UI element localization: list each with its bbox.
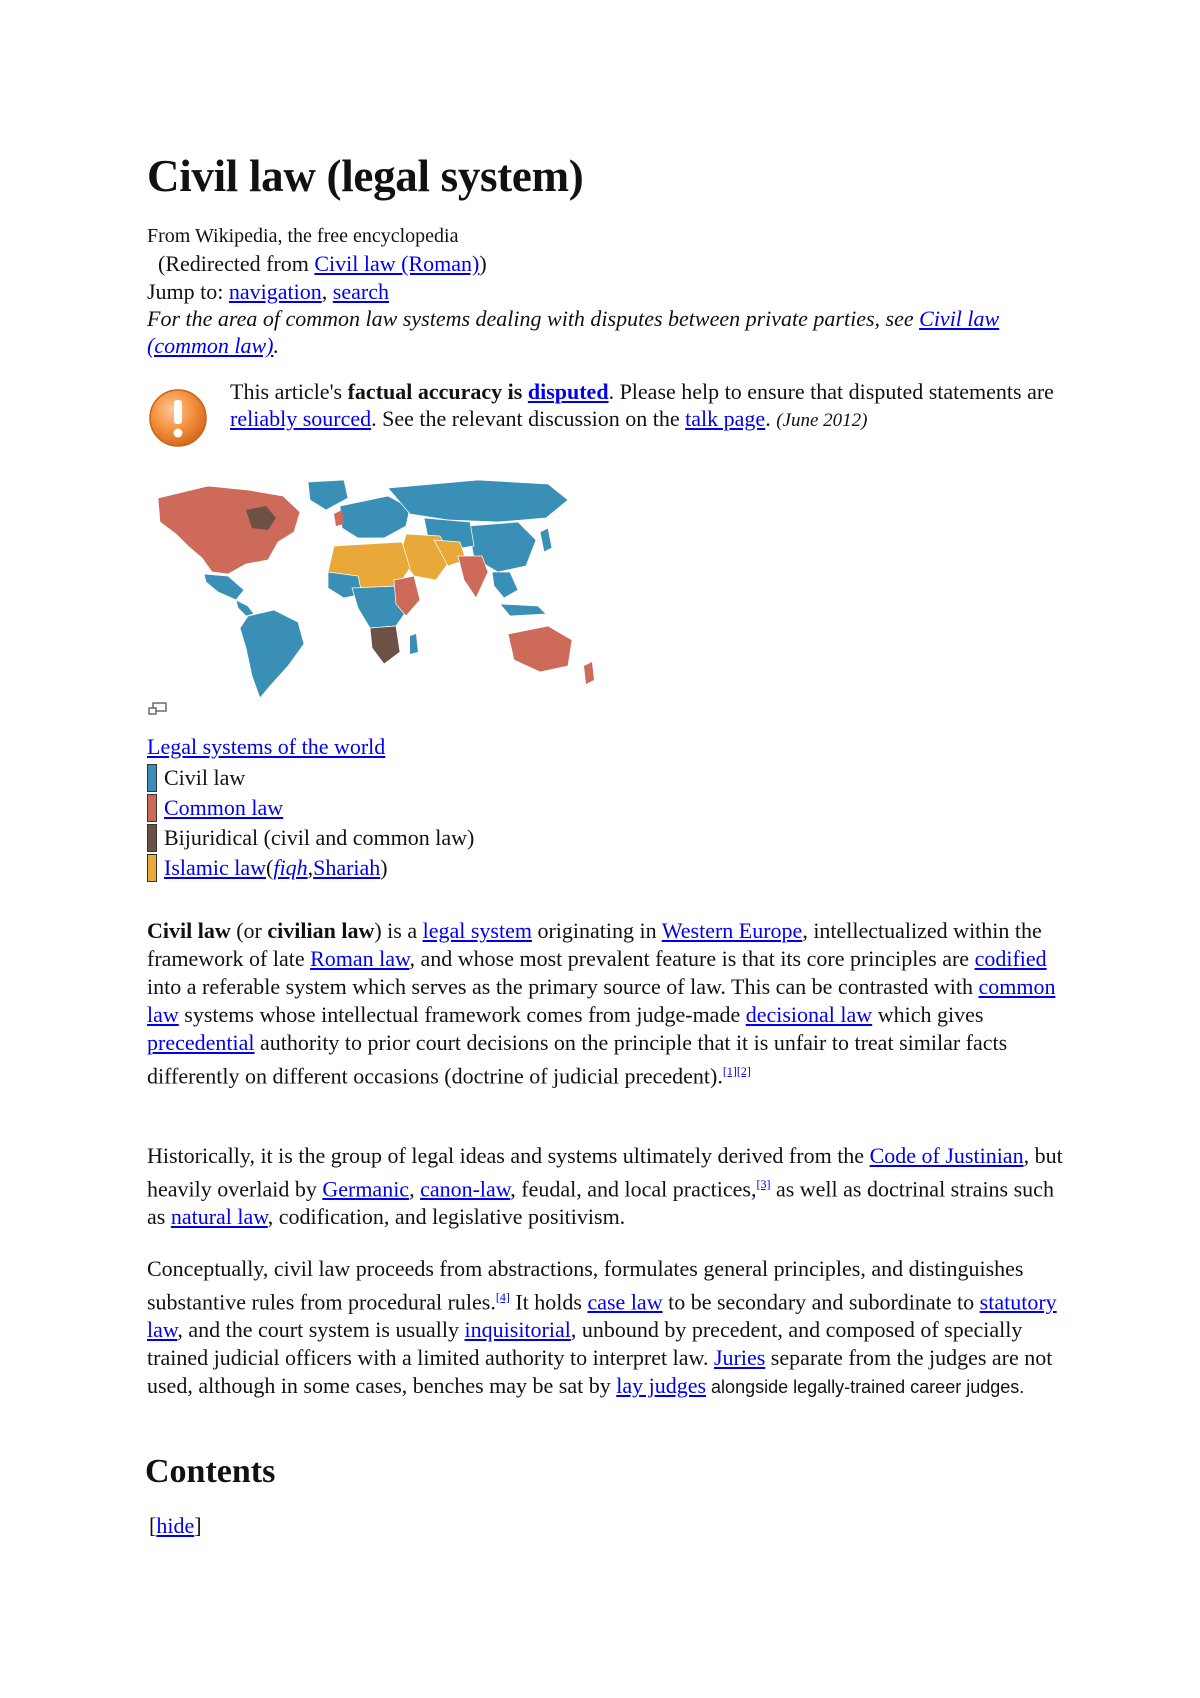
map-caption-link[interactable]: Legal systems of the world: [147, 734, 386, 759]
text: It holds: [509, 1289, 588, 1315]
notice-text-2: . Please help to ensure that disputed statements are: [608, 379, 1054, 404]
reference-3[interactable]: [3]: [756, 1177, 771, 1191]
jump-search-link[interactable]: search: [332, 279, 389, 304]
map-southern-africa: [370, 626, 400, 664]
contents-toggle: [149, 1513, 202, 1539]
text: , unbound by precedent, and composed of specially trained judicial officers with a limited authority to interpret law.: [147, 1317, 1023, 1371]
redirect-link[interactable]: Civil law (Roman): [314, 251, 480, 276]
map-southeast-asia: [492, 572, 518, 598]
text: ,: [409, 1176, 421, 1202]
reliably-sourced-link[interactable]: reliably sourced: [230, 406, 372, 431]
legend-item-bijuridical: [147, 823, 474, 853]
dispute-notice: [230, 378, 1080, 434]
legend-swatch: [147, 824, 157, 852]
text: which gives: [872, 1002, 984, 1027]
legend-shariah-link[interactable]: Shariah: [313, 855, 381, 880]
link-code-of-justinian[interactable]: Code of Justinian: [869, 1143, 1024, 1168]
map-central-america: [236, 600, 254, 616]
link-canon-law[interactable]: canon-law: [420, 1176, 511, 1202]
legend-swatch: [147, 794, 157, 822]
text: separate from the judges are not used, although in some cases, benches may be sat by: [147, 1345, 1053, 1399]
link-natural-law[interactable]: natural law: [170, 1204, 268, 1230]
link-legal-system[interactable]: legal system: [422, 918, 532, 943]
text: alongside legally-trained career judges.: [706, 1377, 1025, 1398]
legend-swatch: [147, 764, 157, 792]
jump-separator: ,: [321, 279, 333, 304]
text: (or: [230, 918, 268, 943]
text: authority to prior court decisions on the principle that it is unfair to treat similar facts differently on different occasions (doctrine of judicial precedent).: [147, 1030, 1008, 1089]
link-precedential[interactable]: precedential: [147, 1030, 255, 1055]
warning-icon: [148, 388, 208, 448]
map-europe: [340, 496, 410, 538]
hatnote-link[interactable]: Civil law (common law): [147, 306, 1000, 358]
legend-islamic-law-link[interactable]: Islamic law: [164, 855, 267, 880]
link-western-europe[interactable]: Western Europe: [661, 918, 803, 943]
text: systems whose intellectual framework comes from judge-made: [178, 1002, 746, 1027]
text: Conceptually, civil law proceeds from abstractions, formulates general principles, and distinguishes substantive rules from procedural rules.: [147, 1256, 1024, 1315]
contents-heading: Contents: [145, 1453, 276, 1490]
link-germanic[interactable]: Germanic: [322, 1176, 410, 1202]
link-case-law[interactable]: case law: [587, 1289, 663, 1315]
map-north-america: [158, 486, 300, 574]
link-common-law[interactable]: common law: [147, 974, 1056, 1027]
redirect-note: [158, 251, 487, 277]
map-new-zealand: [584, 662, 594, 684]
page-title: Civil law (legal system): [147, 151, 584, 201]
hatnote: [147, 305, 1067, 359]
notice-text-3: . See the relevant discussion on the: [371, 406, 686, 431]
world-map-image[interactable]: [148, 476, 648, 701]
text: , but heavily overlaid by: [147, 1143, 1063, 1202]
legend-paren-open: (: [266, 855, 274, 880]
map-south-america: [240, 610, 304, 698]
text: , and the court system is usually: [177, 1317, 465, 1343]
legend-paren-close: ): [380, 855, 388, 880]
link-juries[interactable]: Juries: [713, 1345, 766, 1371]
jump-navigation-link[interactable]: navigation: [228, 279, 322, 304]
map-russia: [388, 480, 568, 522]
disputed-link[interactable]: disputed: [527, 379, 609, 404]
hatnote-end: .: [273, 333, 279, 358]
legend-common-law-link[interactable]: Common law: [164, 795, 284, 820]
legend-item-islamic-law: [147, 853, 474, 883]
notice-date: (June 2012): [776, 410, 868, 431]
magnify-icon[interactable]: [148, 702, 168, 716]
text: to be secondary and subordinate to: [662, 1289, 980, 1315]
map-mexico: [204, 574, 244, 600]
text: Historically, it is the group of legal ideas and systems ultimately derived from the: [147, 1143, 870, 1168]
bracket-open: [: [149, 1513, 157, 1538]
redirect-suffix: ): [479, 251, 487, 276]
map-indonesia: [500, 604, 546, 616]
map-india: [458, 556, 488, 598]
hide-contents-link[interactable]: hide: [156, 1513, 195, 1538]
hatnote-text: For the area of common law systems dealing with disputes between private parties, see: [147, 306, 920, 331]
text: , and whose most prevalent feature is that its core principles are: [409, 946, 975, 971]
link-decisional-law[interactable]: decisional law: [745, 1002, 873, 1027]
text: as well as doctrinal strains such as: [147, 1176, 1054, 1230]
legend-label: Bijuridical (civil and common law): [164, 825, 475, 850]
redirect-prefix: (Redirected from: [158, 251, 315, 276]
map-legend: [147, 763, 474, 883]
text: , feudal, and local practices,: [510, 1176, 757, 1202]
legend-fiqh-link[interactable]: fiqh: [273, 855, 308, 880]
link-statutory-law[interactable]: statutory law: [147, 1289, 1057, 1343]
text: into a referable system which serves as the primary source of law. This can be contrasted with: [147, 974, 979, 999]
term-civil-law: Civil law: [147, 918, 231, 943]
paragraph-concept: [147, 1255, 1077, 1401]
link-codified[interactable]: codified: [974, 946, 1047, 971]
map-madagascar: [410, 634, 418, 654]
text: originating in: [531, 918, 662, 943]
reference-4[interactable]: [4]: [495, 1290, 510, 1304]
link-inquisitorial[interactable]: inquisitorial: [464, 1317, 571, 1343]
link-roman-law[interactable]: Roman law: [310, 946, 410, 971]
paragraph-intro: [147, 917, 1077, 1090]
text: , codification, and legislative positivism.: [267, 1204, 626, 1230]
legend-item-civil-law: [147, 763, 474, 793]
legend-label: Civil law: [164, 765, 246, 790]
legend-comma: ,: [307, 855, 314, 880]
bracket-close: ]: [194, 1513, 202, 1538]
paragraph-history: [147, 1142, 1077, 1231]
jump-links: [147, 279, 389, 305]
legend-swatch: [147, 854, 157, 882]
map-japan: [540, 528, 552, 552]
notice-text-1: This article's: [230, 379, 348, 404]
jump-prefix: Jump to:: [147, 279, 229, 304]
talk-page-link[interactable]: talk page: [685, 406, 766, 431]
text: , intellectualized within the framework of late: [147, 918, 1042, 971]
text: ) is a: [374, 918, 423, 943]
reference-1-2[interactable]: [1][2]: [722, 1064, 751, 1078]
term-civilian-law: civilian law: [267, 918, 375, 943]
notice-bold: factual accuracy is: [347, 379, 528, 404]
notice-text-4: .: [765, 406, 777, 431]
legend-item-common-law: [147, 793, 474, 823]
map-australia: [508, 626, 572, 672]
link-lay-judges[interactable]: lay judges: [616, 1373, 707, 1399]
site-subtitle: From Wikipedia, the free encyclopedia: [147, 225, 459, 247]
